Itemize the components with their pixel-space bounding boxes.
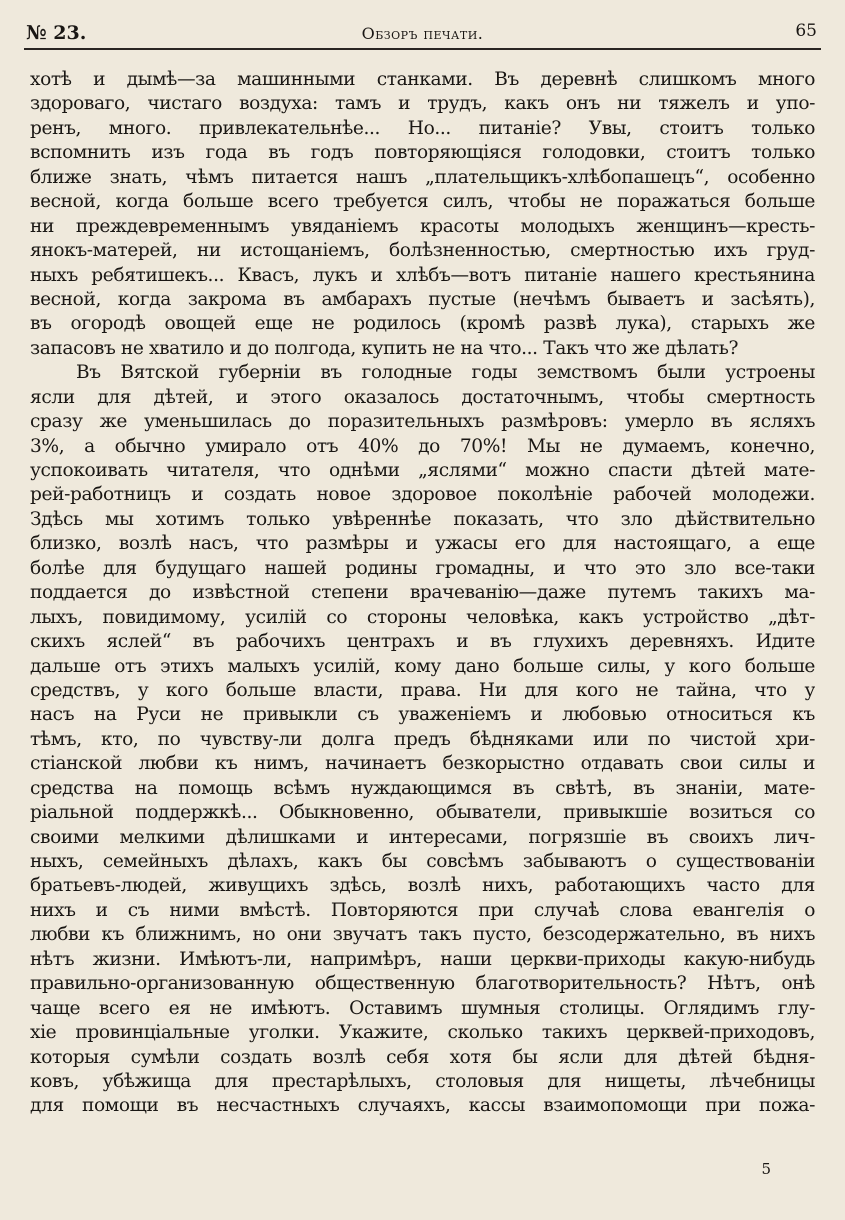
text-line: чаще всего ея не имѣютъ. Оставимъ шумныя столицы. Оглядимъ глу-	[30, 997, 815, 1019]
text-line: въ огородѣ овощей еще не родилось (кромѣ развѣ лука), старыхъ же	[30, 313, 815, 335]
text-line: стіанской любви къ нимъ, начинаетъ безкорыстно отдавать свои силы и	[30, 753, 815, 775]
text-line: средствъ, у кого больше власти, права. Ни для кого не тайна, что у	[30, 679, 815, 701]
text-line: ныхъ ребятишекъ... Квасъ, лукъ и хлѣбъ—вотъ питаніе нашего крестьянина	[30, 264, 815, 286]
text-line: которыя сумѣли создать возлѣ себя хотя бы ясли для дѣтей бѣдня-	[30, 1046, 815, 1068]
issue-number: № 23.	[26, 22, 87, 44]
text-line: ковъ, убѣжища для престарѣлыхъ, столовыя для нищеты, лѣчебницы	[30, 1070, 815, 1092]
text-line: весной, когда больше всего требуется силъ, чтобы не поражаться больше	[30, 191, 815, 213]
text-line: успокоивать читателя, что однѣми „яслями“ можно спасти дѣтей мате-	[30, 460, 815, 481]
page-number: 65	[795, 21, 817, 41]
text-line: весной, когда закрома въ амбарахъ пустые (нечѣмъ бываетъ и засѣять),	[30, 288, 815, 310]
text-line: ныхъ, семейныхъ дѣлахъ, какъ бы совсѣмъ забываютъ о существованіи	[30, 851, 815, 872]
text-line: сразу же уменьшилась до поразительныхъ размѣровъ: умерло въ ясляхъ	[30, 411, 815, 433]
text-line: своими мелкими дѣлишками и интересами, погрязшіе въ своихъ лич-	[30, 826, 815, 848]
text-line: 3%, а обычно умирало отъ 40% до 70%! Мы не думаемъ, конечно,	[30, 435, 815, 457]
text-line: запасовъ не хватило и до полгода, купить не на что... Такъ что же дѣлать?	[30, 337, 739, 359]
text-line: средства на помощь всѣмъ нуждающимся въ свѣтѣ, въ знаніи, мате-	[30, 777, 815, 799]
text-line: хіе провинціальные уголки. Укажите, сколько такихъ церквей-приходовъ,	[30, 1022, 815, 1044]
text-line: ни преждевременнымъ увяданіемъ красоты молодыхъ женщинъ—кресть-	[30, 215, 815, 237]
text-line: нѣтъ жизни. Имѣютъ-ли, напримѣръ, наши церкви-приходы какую-нибудь	[30, 948, 815, 970]
text-line: янокъ-матерей, ни истощаніемъ, болѣзненностью, смертностью ихъ груд-	[30, 240, 815, 262]
text-line: ближе знать, чѣмъ питается нашъ „плательщикъ-хлѣбопашецъ“, особенно	[30, 166, 815, 188]
text-line: Здѣсь мы хотимъ только увѣреннѣе показать, что зло дѣйствительно	[30, 508, 815, 530]
text-line: правильно-организованную общественную благотворительность? Нѣтъ, онѣ	[30, 973, 815, 995]
text-line: ренъ, много. привлекательнѣе... Но... питаніе? Увы, стоитъ только	[30, 117, 815, 139]
text-line: для помощи въ несчастныхъ случаяхъ, кассы взаимопомощи при пожа-	[30, 1095, 815, 1117]
text-line: рей-работницъ и создать новое здоровое поколѣніе рабочей молодежи.	[30, 484, 815, 506]
text-line: дальше отъ этихъ малыхъ усилій, кому дано больше силы, у кого больше	[30, 655, 815, 677]
text-line: болѣе для будущаго нашей родины громадны, и что это зло все-таки	[30, 557, 815, 579]
text-line: скихъ яслей“ въ рабочихъ центрахъ и въ глухихъ деревняхъ. Идите	[30, 631, 815, 653]
text-line: лыхъ, повидимому, усилій со стороны человѣка, какъ устройство „дѣт-	[30, 606, 815, 628]
text-line: братьевъ-людей, живущихъ здѣсь, возлѣ нихъ, работающихъ часто для	[30, 875, 815, 897]
text-line: Въ Вятской губерніи въ голодные годы земствомъ были устроены	[76, 362, 815, 384]
header-rule	[24, 48, 821, 50]
text-line: близко, возлѣ насъ, что размѣры и ужасы его для настоящаго, а еще	[30, 533, 815, 555]
text-line: насъ на Руси не привыкли съ уваженіемъ и любовью относиться къ	[30, 704, 815, 726]
text-line: тѣмъ, кто, по чувству-ли долга предъ бѣдняками или по чистой хри-	[30, 728, 815, 750]
body-text	[30, 68, 815, 1168]
signature-mark: 5	[761, 1160, 771, 1178]
text-line: нихъ и съ ними вмѣстѣ. Повторяются при случаѣ слова евангелія о	[30, 899, 815, 921]
text-line: ріальной поддержкѣ... Обыкновенно, обыватели, привыкшіе возиться со	[30, 802, 815, 824]
text-line: вспомнить изъ года въ годъ повторяющіяся голодовки, стоитъ только	[30, 142, 815, 164]
running-header	[26, 18, 819, 46]
running-title: Обзоръ печати.	[361, 24, 484, 43]
text-line: ясли для дѣтей, и этого оказалось достаточнымъ, чтобы смертность	[30, 386, 815, 408]
text-line: поддается до извѣстной степени врачеванію—даже путемъ такихъ ма-	[30, 582, 815, 604]
text-line: хотѣ и дымѣ—за машинными станками. Въ деревнѣ слишкомъ много	[30, 69, 815, 90]
text-line: любви къ ближнимъ, но они звучатъ такъ пусто, безсодержательно, въ нихъ	[30, 924, 815, 946]
text-line: здороваго, чистаго воздуха: тамъ и трудъ, какъ онъ ни тяжелъ и упо-	[30, 93, 815, 115]
